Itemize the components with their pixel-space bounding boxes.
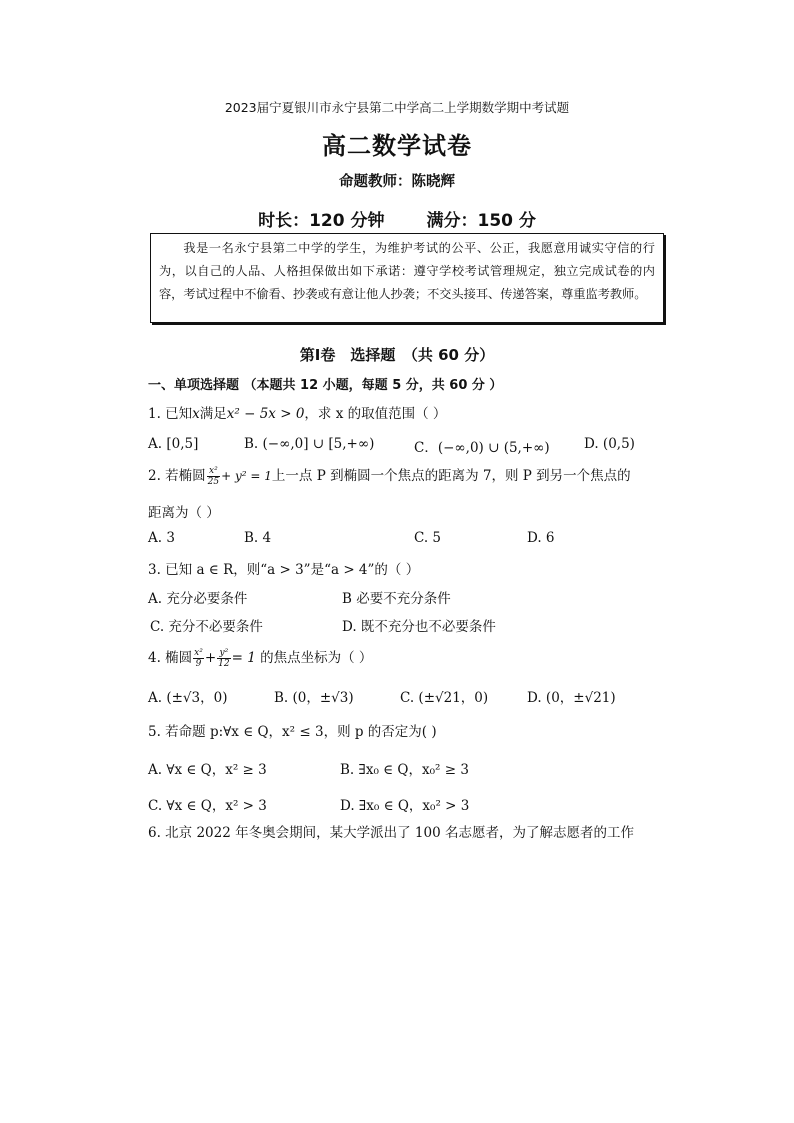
q4-plus: + bbox=[204, 650, 217, 666]
q1-mid: 满足 bbox=[199, 406, 227, 422]
q3-option-b: B 必要不充分条件 bbox=[342, 591, 451, 607]
question-2 bbox=[148, 464, 631, 487]
duration-label: 时长：120 分钟 bbox=[258, 211, 385, 231]
page-title: 高二数学试卷 bbox=[322, 132, 472, 160]
q5-option-a: A. ∀x ∈ Q，x² ≥ 3 bbox=[148, 762, 267, 778]
question-5: 5. 若命题 p:∀x ∈ Q，x² ≤ 3，则 p 的否定为( ) bbox=[148, 724, 437, 740]
honesty-pledge-box bbox=[150, 233, 664, 323]
q4-option-a: A. (±√3，0) bbox=[148, 690, 228, 706]
q2-pre: 2. 若椭圆 bbox=[148, 468, 206, 484]
q4-fraction-1: $\frac{\text{x²}}{9}$ bbox=[194, 648, 203, 669]
q2-post: 上一点 P 到椭圆一个焦点的距离为 7，则 P 到另一个焦点的 bbox=[271, 468, 631, 484]
question-3: 3. 已知 a ∈ R，则“a > 3”是“a > 4”的（ ） bbox=[148, 562, 420, 578]
question-4 bbox=[148, 646, 372, 669]
q2-option-b: B. 4 bbox=[244, 530, 272, 546]
q4-option-c: C. (±√21，0) bbox=[400, 690, 489, 706]
q4-pre: 4. 椭圆 bbox=[148, 650, 193, 666]
q2-option-d: D. 6 bbox=[527, 530, 555, 546]
section-heading: 第Ⅰ卷 选择题 （共 60 分） bbox=[299, 346, 495, 364]
q1-var: x bbox=[192, 406, 200, 422]
author-line: 命题教师：陈晓辉 bbox=[339, 174, 455, 190]
q4-option-b: B. (0，±√3) bbox=[274, 690, 354, 706]
q1-post: ，求 x 的取值范围（ ） bbox=[304, 406, 447, 422]
q1-option-c: C．(−∞,0) ∪ (5,+∞) bbox=[414, 440, 550, 456]
q1-option-b: B. (−∞,0] ∪ [5,+∞) bbox=[244, 436, 375, 452]
q2-option-c: C. 5 bbox=[414, 530, 442, 546]
part-heading: 一、单项选择题 （本题共 12 小题，每题 5 分，共 60 分 ） bbox=[148, 378, 503, 393]
q5-option-c: C. ∀x ∈ Q，x² > 3 bbox=[148, 798, 267, 814]
q1-pre: 1. 已知 bbox=[148, 406, 193, 422]
full-score-label: 满分：150 分 bbox=[426, 211, 536, 231]
q1-option-a: A. [0,5] bbox=[148, 436, 199, 452]
q4-fraction-2: $\frac{\text{y²}}{12}$ bbox=[218, 648, 230, 669]
q2-option-a: A. 3 bbox=[148, 530, 175, 546]
q4-post: 的焦点坐标为（ ） bbox=[255, 650, 373, 666]
q3-option-c: C. 充分不必要条件 bbox=[150, 619, 263, 635]
q1-option-d: D. (0,5) bbox=[584, 436, 635, 452]
pledge-text: 我是一名永宁县第二中学的学生，为维护考试的公平、公正，我愿意用诚实守信的行为，以自己的人品、人格担保做出如下承诺：遵守学校考试管理规定，独立完成试卷的内容，考试过程中不偷看、抄袭或有意让他人抄袭；不交头接耳、传递答案，尊重监考教师。 bbox=[159, 241, 655, 301]
q5-option-b: B. ∃x₀ ∈ Q，x₀² ≥ 3 bbox=[340, 762, 469, 778]
question-6: 6. 北京 2022 年冬奥会期间，某大学派出了 100 名志愿者，为了解志愿者的工作 bbox=[148, 825, 634, 841]
q2-equation: + y² = 1 bbox=[221, 469, 272, 483]
q2-fraction: $\frac{\text{x²}}{25}$ bbox=[207, 466, 220, 487]
exam-timing bbox=[0, 206, 794, 231]
q3-option-d: D. 既不充分也不必要条件 bbox=[342, 619, 496, 635]
question-1 bbox=[148, 402, 446, 422]
q4-equals: = 1 bbox=[231, 650, 256, 666]
q5-option-d: D. ∃x₀ ∈ Q，x₀² > 3 bbox=[340, 798, 470, 814]
exam-source: 2023届宁夏银川市永宁县第二中学高二上学期数学期中考试题 bbox=[224, 100, 570, 115]
q3-option-a: A. 充分必要条件 bbox=[148, 591, 248, 607]
q2-line2: 距离为（ ） bbox=[148, 505, 220, 521]
q1-inequality: x² − 5x > 0 bbox=[226, 406, 305, 422]
q4-option-d: D. (0，±√21) bbox=[527, 690, 616, 706]
